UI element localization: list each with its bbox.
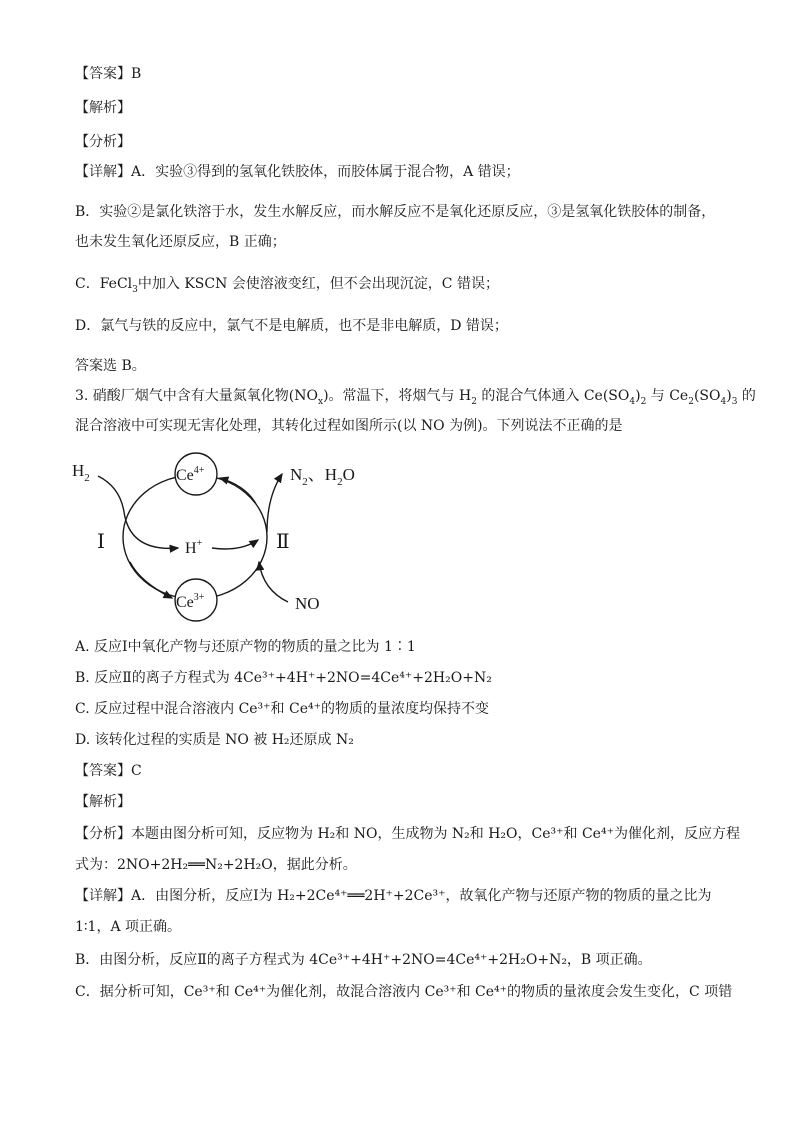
q3-fenxi-line1: 【分析】本题由图分析可知，反应物为 H₂和 NO，生成物为 N₂和 H₂O，Ce³⁺和 Ce⁴⁺为催化剂，反应方程: [75, 826, 740, 842]
q3-stem-line1: [75, 386, 756, 406]
label-reaction-ii: Ⅱ: [276, 531, 290, 553]
q3-l1-a: 3. 硝酸厂烟气中含有大量氮氧化物(NO: [75, 388, 318, 404]
catalytic-cycle-diagram: [60, 452, 380, 627]
label-ce3: $Ce^{3+}$: [176, 592, 205, 611]
q2-fenxi: 【分析】: [75, 134, 131, 150]
q2-option-b-line2: 也未发生氧化还原反应，B 正确；: [75, 234, 286, 250]
q3-l1-s2: 2: [640, 396, 647, 407]
q3-option-a: A. 反应Ⅰ中氧化产物与还原产物的物质的量之比为 1∶1: [75, 639, 416, 655]
q2-c-sub: 3: [132, 284, 138, 295]
label-reaction-i: Ⅰ: [97, 531, 105, 553]
q3-xiangjie-line1: 【详解】A．由图分析，反应Ⅰ为 H₂+2Ce⁴⁺══2H⁺+2Ce³⁺，故氧化产物与还原产物的物质的量之比为: [75, 888, 712, 904]
q2-answer: 【答案】B: [75, 66, 142, 82]
q3-l1-e: 与 Ce: [646, 388, 689, 404]
q2-c-post: 中加入 KSCN 会使溶液变红，但不会出现沉淀，C 错误；: [137, 276, 499, 292]
arrow-ring-to-ce4: [220, 478, 256, 504]
arrow-hplus-to-ii: [212, 540, 258, 549]
q2-option-d: D．氯气与铁的反应中，氯气不是电解质，也不是非电解质，D 错误；: [75, 318, 508, 334]
q3-fenxi-line2: 式为：2NO+2H₂══N₂+2H₂O，据此分析。: [75, 857, 357, 873]
q2-option-b-line1: B．实验②是氯化铁溶于水，发生水解反应，而水解反应不是氧化还原反应，③是氢氧化铁胶体的制备，: [75, 204, 716, 220]
label-hplus: H+: [185, 538, 203, 557]
arrow-h2-in: [98, 476, 178, 548]
q2-conclusion: 答案选 B。: [75, 358, 146, 374]
q3-xiangjie-c: C．据分析可知，Ce³⁺和 Ce⁴⁺为催化剂，故混合溶液内 Ce³⁺和 Ce⁴⁺的物质的量浓度会发生变化，C 项错: [75, 984, 733, 1000]
q3-l1-s1: 4: [629, 396, 636, 407]
q3-l1-g: ): [726, 388, 732, 404]
label-products: $N_2$、$H_2O$: [290, 465, 355, 488]
q2-option-c: [75, 274, 499, 294]
q2-c-pre: C．FeCl: [75, 276, 133, 292]
arrow-products-out: [267, 474, 282, 532]
q2-jiexi: 【解析】: [75, 100, 131, 116]
q3-xiangjie-line2: 1∶1，A 项正确。: [75, 919, 182, 935]
q3-l1-b: )。常温下，将烟气与 H: [323, 388, 472, 404]
q3-option-c: C. 反应过程中混合溶液内 Ce³⁺和 Ce⁴⁺的物质的量浓度均保持不变: [75, 701, 490, 717]
label-no: NO: [295, 594, 320, 613]
q3-answer: 【答案】C: [75, 763, 142, 779]
arrow-no-in: [259, 562, 288, 602]
arrow-ring-to-ce3: [130, 562, 172, 598]
q3-l1-c: 的混合气体通入 Ce(SO: [476, 388, 630, 404]
q3-l1-s4: 4: [720, 396, 727, 407]
label-h2: $H_2$: [72, 461, 90, 484]
q3-l1-d: ): [635, 388, 641, 404]
q3-option-b: B. 反应Ⅱ的离子方程式为 4Ce³⁺+4H⁺+2NO=4Ce⁴⁺+2H₂O+N₂: [75, 670, 492, 686]
q3-stem-line2: 混合溶液中可实现无害化处理，其转化过程如图所示(以 NO 为例)。下列说法不正确的是: [75, 418, 623, 434]
q3-jiexi: 【解析】: [75, 794, 131, 810]
q3-l1-s5: 3: [731, 396, 738, 407]
q3-l1-x: x: [318, 396, 324, 407]
q2-xiangjie-a: 【详解】A．实验③得到的氢氧化铁胶体，而胶体属于混合物，A 错误；: [75, 164, 520, 180]
q3-l1-h2: 2: [471, 396, 477, 407]
q3-option-d: D. 该转化过程的实质是 NO 被 H₂还原成 N₂: [75, 732, 354, 748]
q3-l1-f: (SO: [693, 388, 721, 404]
q3-xiangjie-b: B．由图分析，反应Ⅱ的离子方程式为 4Ce³⁺+4H⁺+2NO=4Ce⁴⁺+2H₂O+N₂，B 项正确。: [75, 952, 652, 968]
label-ce4: $Ce^{4+}$: [176, 465, 205, 484]
q3-l1-h: 的: [737, 388, 756, 404]
q3-l1-s3: 2: [688, 396, 694, 407]
